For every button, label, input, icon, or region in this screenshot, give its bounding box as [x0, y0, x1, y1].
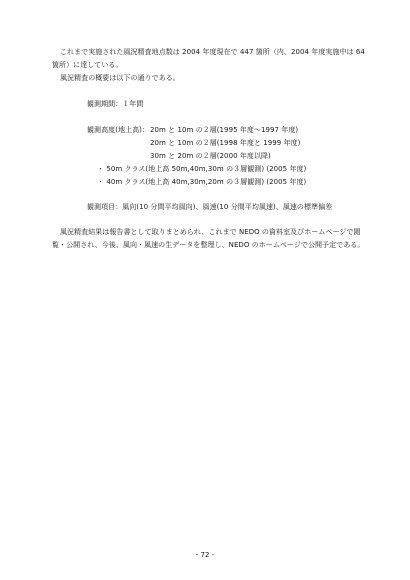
observation-period: 観測期間：１年間: [87, 100, 144, 108]
paragraph-1-line-1: これまで実施された風況精査地点数は 2004 年度現在で 447 箇所（内、2004 年度実施中は 64: [60, 48, 365, 56]
observation-height-label: 観測高度(地上高)：: [87, 126, 149, 134]
overview-intro: 風況精査の概要は以下の通りである。: [60, 74, 180, 82]
bullet-50m-class: ・ 50m クラス(地上高 50m,40m,30m の３層観測) (2005 年度): [97, 165, 307, 173]
observation-height-line-1: 20m と 10m の２層(1995 年度～1997 年度): [150, 126, 299, 134]
paragraph-2-line-1: 風況精査結果は報告書として取りまとめられ、これまで NEDO の資料室及びホームページで閲: [60, 228, 361, 236]
observation-height-line-2: 20m と 10m の２層(1998 年度と 1999 年度): [150, 139, 301, 147]
paragraph-1-line-2: 箇所）に達している。: [52, 61, 123, 69]
observation-items: 観測項目：風向(10 分間平均風向)、風速(10 分間平均風速)、風速の標準偏差: [87, 203, 333, 211]
bullet-40m-class: ・ 40m クラス(地上高 40m,30m,20m の３層観測) (2005 年度): [97, 178, 307, 186]
observation-height-line-3: 30m と 20m の２層(2000 年度以降): [150, 152, 271, 160]
page-number: - 72 -: [195, 551, 215, 559]
paragraph-2-line-2: 覧・公開され、今後、風向・風速の生データを整理し、NEDO のホームページで公開予定である。: [52, 241, 365, 249]
